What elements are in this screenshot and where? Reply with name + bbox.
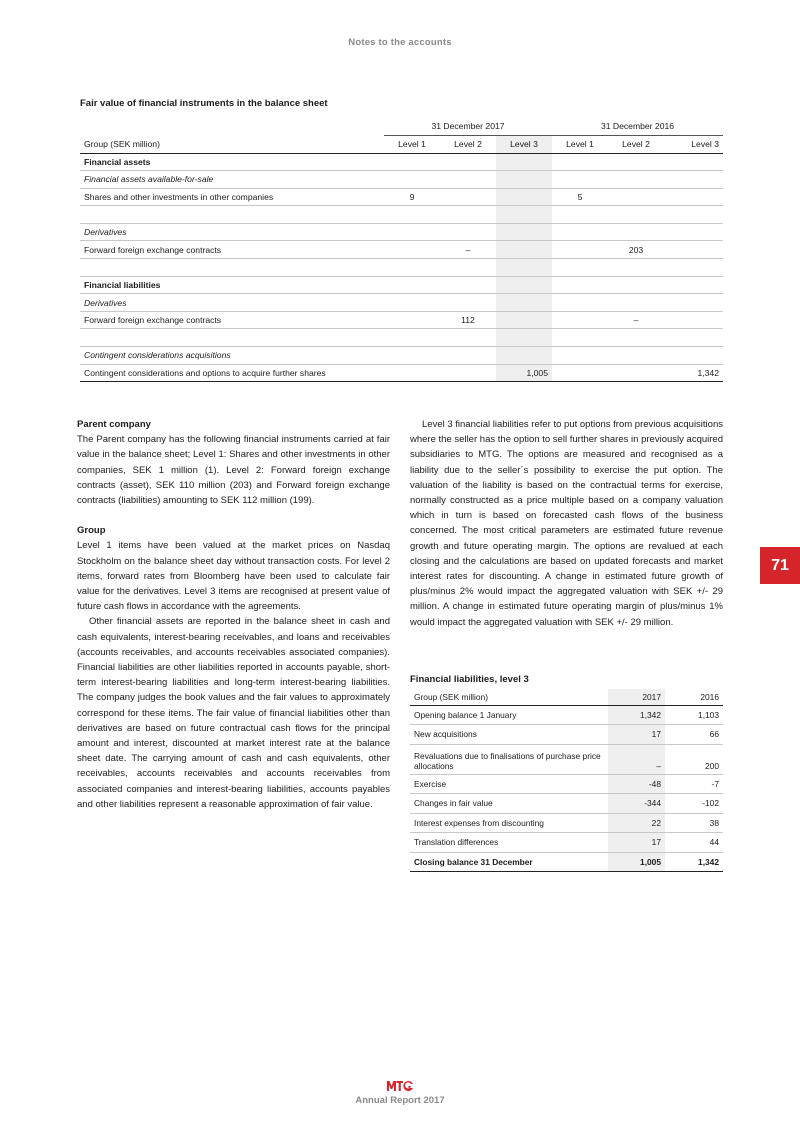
table-cell: 1,342 xyxy=(664,364,723,382)
table-cell xyxy=(552,206,608,224)
table-cell xyxy=(608,276,664,294)
level3-header-row xyxy=(410,689,723,705)
year-header-2017: 2017 xyxy=(608,689,665,705)
table-cell xyxy=(608,364,664,382)
table-cell xyxy=(384,259,440,277)
row-label: Interest expenses from discounting xyxy=(410,813,608,833)
row-label: Revaluations due to finalisations of purchase price allocations xyxy=(410,744,608,774)
table-cell: 203 xyxy=(608,241,664,259)
table-cell: 1,005 xyxy=(608,852,665,872)
table-cell xyxy=(384,329,440,347)
table-cell: 5 xyxy=(552,188,608,206)
table-cell xyxy=(608,223,664,241)
table-row xyxy=(410,705,723,725)
table-cell: 1,103 xyxy=(665,705,723,725)
level3-table-title: Financial liabilities, level 3 xyxy=(410,674,529,685)
table-row xyxy=(80,188,723,206)
table-cell: 200 xyxy=(665,744,723,774)
table-cell xyxy=(496,276,552,294)
table-cell: -7 xyxy=(665,774,723,794)
row-label xyxy=(80,259,384,277)
table-cell xyxy=(496,153,552,171)
table-cell xyxy=(552,276,608,294)
table-cell xyxy=(496,241,552,259)
row-label xyxy=(80,329,384,347)
table-cell xyxy=(664,223,723,241)
table-cell xyxy=(608,206,664,224)
table-cell xyxy=(552,311,608,329)
table-cell xyxy=(664,206,723,224)
table-cell xyxy=(664,347,723,365)
table-cell xyxy=(384,223,440,241)
table-cell: 1,005 xyxy=(496,364,552,382)
table-cell xyxy=(552,223,608,241)
table-row xyxy=(80,276,723,294)
row-label: Translation differences xyxy=(410,833,608,853)
fair-value-title: Fair value of financial instruments in the balance sheet xyxy=(80,98,328,109)
left-text-column xyxy=(77,417,390,812)
table-row xyxy=(80,347,723,365)
table-cell xyxy=(664,171,723,189)
table-cell xyxy=(664,294,723,312)
table-cell xyxy=(608,347,664,365)
row-label: Contingent considerations acquisitions xyxy=(80,347,384,365)
table-cell xyxy=(608,171,664,189)
table-cell xyxy=(552,171,608,189)
table-cell xyxy=(608,259,664,277)
table-row xyxy=(80,171,723,189)
row-label xyxy=(80,206,384,224)
table-row xyxy=(80,153,723,171)
table-cell xyxy=(608,294,664,312)
table-row xyxy=(80,223,723,241)
table-row xyxy=(80,206,723,224)
parent-company-heading: Parent company xyxy=(77,419,151,430)
period-header-row xyxy=(80,118,723,135)
row-label: Closing balance 31 December xyxy=(410,852,608,872)
table-cell xyxy=(496,329,552,347)
table-cell xyxy=(496,294,552,312)
table-cell xyxy=(496,347,552,365)
level-header-row xyxy=(80,135,723,153)
table-cell xyxy=(664,188,723,206)
group-paragraph-1: Level 1 items have been valued at the market prices on Nasdaq Stockholm on the balance sheet day without transaction costs. For level 2 items, forward rates from Bloomberg have been used to calculate fair value for the derivatives. Level 3 items are recognised at present value of future cash flows in accordance with the agreements. xyxy=(77,540,390,613)
level-header: Level 1 xyxy=(552,135,608,153)
table-cell xyxy=(496,223,552,241)
level3-table xyxy=(410,689,723,872)
row-label: Financial assets available-for-sale xyxy=(80,171,384,189)
right-text-column xyxy=(410,417,723,630)
table-cell xyxy=(496,206,552,224)
table-row xyxy=(410,794,723,814)
table-cell: 17 xyxy=(608,725,665,745)
table-cell xyxy=(384,347,440,365)
table-cell xyxy=(552,347,608,365)
row-label: Contingent considerations and options to acquire further shares xyxy=(80,364,384,382)
level3-section xyxy=(410,674,723,872)
table-cell xyxy=(664,259,723,277)
level-header: Level 3 xyxy=(664,135,723,153)
table-cell xyxy=(440,347,496,365)
group-paragraph-2: Other financial assets are reported in the balance sheet in cash and cash equivalents, interest-bearing receivables, and loans and receivables (accounts receivables, and accounts receivables associated companies). Financial liabilities are other liabilities reported in accounts payable, short-term interest-bearing liabilities and long-term interest-bearing liabilities. The company judges the book values and the fair values to approximately correspond for these items. The fair value of financial liabilities other than derivatives are based on future contractual cash flows for the principal amount and interest, discounted at market interest rate at the balance sheet date. The carrying amount of cash and cash equivalents, other receivables, accounts receivables and accounts receivables from associated companies and interest-bearing liabilities, accounts payables and other liabilities represent a reasonable approximation of fair value. xyxy=(77,616,390,810)
table-cell: – xyxy=(608,744,665,774)
row-label: Forward foreign exchange contracts xyxy=(80,311,384,329)
year-header-2016: 2016 xyxy=(665,689,723,705)
table-cell xyxy=(384,294,440,312)
row-label: Derivatives xyxy=(80,223,384,241)
mtg-logo-icon xyxy=(386,1080,414,1092)
row-label: Forward foreign exchange contracts xyxy=(80,241,384,259)
table-cell xyxy=(496,311,552,329)
table-cell xyxy=(440,259,496,277)
table-row xyxy=(410,813,723,833)
table-cell xyxy=(440,276,496,294)
row-label: Changes in fair value xyxy=(410,794,608,814)
table-row xyxy=(410,725,723,745)
row-label: Shares and other investments in other companies xyxy=(80,188,384,206)
level-header: Level 2 xyxy=(608,135,664,153)
table-cell xyxy=(552,364,608,382)
group-heading: Group xyxy=(77,525,106,537)
level-header: Level 2 xyxy=(440,135,496,153)
level-header: Level 3 xyxy=(496,135,552,153)
parent-company-paragraph: The Parent company has the following financial instruments carried at fair value in the balance sheet; Level 1: Shares and other investments in other companies, SEK 1 million (1). Level 2: Forward foreign exchange contracts (asset), SEK 110 million (203) and Forward foreign exchange contracts (liabilities) amounting to SEK 112 million (199). xyxy=(77,434,390,507)
table-cell xyxy=(496,171,552,189)
table-row xyxy=(80,294,723,312)
table-row xyxy=(410,774,723,794)
row-label: Financial liabilities xyxy=(80,276,384,294)
table-cell xyxy=(384,311,440,329)
table-cell xyxy=(384,171,440,189)
table-cell xyxy=(440,364,496,382)
table-cell xyxy=(552,294,608,312)
row-label: Exercise xyxy=(410,774,608,794)
table-cell xyxy=(664,241,723,259)
period-2017: 31 December 2017 xyxy=(384,118,552,135)
table-row xyxy=(80,259,723,277)
table-row xyxy=(410,833,723,853)
row-label: Opening balance 1 January xyxy=(410,705,608,725)
table-cell: 22 xyxy=(608,813,665,833)
table-cell xyxy=(440,206,496,224)
table-cell: 112 xyxy=(440,311,496,329)
table-cell xyxy=(664,153,723,171)
section-title: Notes to the accounts xyxy=(348,37,452,48)
table-cell: 38 xyxy=(665,813,723,833)
table-cell: -344 xyxy=(608,794,665,814)
table-cell: -102 xyxy=(665,794,723,814)
table-cell xyxy=(552,241,608,259)
table-row xyxy=(80,329,723,347)
table-cell xyxy=(384,276,440,294)
level3-stub-header: Group (SEK million) xyxy=(410,689,608,705)
table-cell xyxy=(440,188,496,206)
table-cell: 1,342 xyxy=(665,852,723,872)
level3-paragraph: Level 3 financial liabilities refer to put options from previous acquisitions where the seller has the option to sell further shares in previously acquired subsidiaries to MTG. The options are measured and recognised as a liability due to the seller´s possibility to exercise the put option. The valuation of the liability is based on the contractual terms for exercise, normally constructed as a price multiple based on a company valuation which in turn is based on forecasted cash flows of the business concerned. The most critical parameters are estimated future revenue growth and future operating margin. The options are revalued at each closing and the calculations are based on updated forecasts and market interest rates for discounting. A change in estimated future growth of plus/minus 2% would impact the aggregated valuation with SEK +/- 29 million. A change in estimated future operating margin of plus/minus 1% would impact the aggregated valuation with SEK +/- 29 million. xyxy=(410,419,723,628)
table-cell xyxy=(552,259,608,277)
table-cell xyxy=(440,329,496,347)
table-cell: 9 xyxy=(384,188,440,206)
page-number-tab: 71 xyxy=(760,547,800,584)
period-2016: 31 December 2016 xyxy=(552,118,723,135)
table-cell xyxy=(608,188,664,206)
table-cell: – xyxy=(608,311,664,329)
mtg-logo xyxy=(386,1080,414,1092)
fair-value-section xyxy=(80,98,723,382)
table-cell xyxy=(384,153,440,171)
table-cell xyxy=(384,364,440,382)
row-label: Financial assets xyxy=(80,153,384,171)
table-cell xyxy=(552,153,608,171)
stub-header: Group (SEK million) xyxy=(80,135,384,153)
table-cell xyxy=(384,241,440,259)
table-cell xyxy=(496,259,552,277)
row-label: Derivatives xyxy=(80,294,384,312)
table-cell xyxy=(440,171,496,189)
table-row xyxy=(410,744,723,774)
table-cell: 66 xyxy=(665,725,723,745)
table-cell xyxy=(608,329,664,347)
table-cell xyxy=(664,276,723,294)
table-cell xyxy=(664,329,723,347)
table-cell xyxy=(496,188,552,206)
table-cell xyxy=(384,206,440,224)
table-cell: 17 xyxy=(608,833,665,853)
table-cell xyxy=(552,329,608,347)
table-cell: 44 xyxy=(665,833,723,853)
table-cell: 1,342 xyxy=(608,705,665,725)
table-cell xyxy=(440,294,496,312)
table-row xyxy=(80,311,723,329)
row-label: New acquisitions xyxy=(410,725,608,745)
fair-value-table xyxy=(80,118,723,382)
level-header: Level 1 xyxy=(384,135,440,153)
table-cell: – xyxy=(440,241,496,259)
table-cell xyxy=(608,153,664,171)
table-row xyxy=(410,852,723,872)
table-row xyxy=(80,241,723,259)
table-cell xyxy=(664,311,723,329)
table-cell: -48 xyxy=(608,774,665,794)
report-title: Annual Report 2017 xyxy=(355,1095,445,1106)
table-cell xyxy=(440,153,496,171)
table-cell xyxy=(440,223,496,241)
table-row xyxy=(80,364,723,382)
